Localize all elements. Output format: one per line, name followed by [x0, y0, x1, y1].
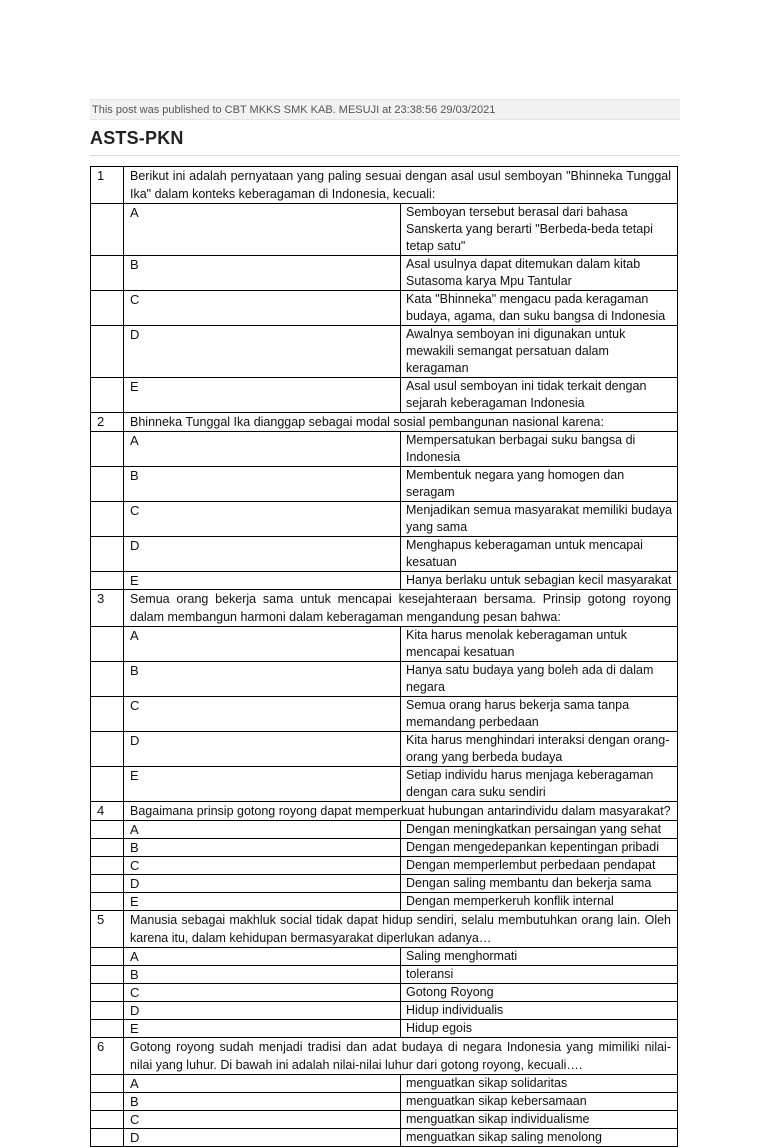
option-letter: D: [124, 326, 401, 378]
option-letter: C: [124, 1111, 401, 1129]
option-letter: D: [124, 1129, 401, 1147]
option-spacer-cell: [91, 1075, 124, 1093]
option-text: Menjadikan semua masyarakat memiliki budaya yang sama: [401, 502, 678, 537]
question-table: [90, 166, 678, 1147]
option-row: [91, 256, 678, 291]
option-letter: E: [124, 893, 401, 911]
option-letter: C: [124, 984, 401, 1002]
option-letter: E: [124, 572, 401, 590]
option-row: [91, 875, 678, 893]
option-letter: E: [124, 767, 401, 802]
option-row: [91, 1075, 678, 1093]
option-row: [91, 432, 678, 467]
option-row: [91, 1020, 678, 1038]
option-text: Mempersatukan berbagai suku bangsa di Indonesia: [401, 432, 678, 467]
option-letter: C: [124, 697, 401, 732]
option-letter: A: [124, 821, 401, 839]
option-letter: B: [124, 256, 401, 291]
option-spacer-cell: [91, 1020, 124, 1038]
option-spacer-cell: [91, 1093, 124, 1111]
option-text: Asal usul semboyan ini tidak terkait dengan sejarah keberagaman Indonesia: [401, 378, 678, 413]
question-text: Gotong royong sudah menjadi tradisi dan adat budaya di negara Indonesia yang mimiliki nilai-nilai yang luhur. Di bawah ini adalah nilai-nilai luhur dari gotong royong, kecuali….: [124, 1038, 678, 1075]
option-letter: A: [124, 1075, 401, 1093]
question-text: Semua orang bekerja sama untuk mencapai kesejahteraan bersama. Prinsip gotong royong dalam membangun harmoni dalam keberagaman mengandung pesan bahwa:: [124, 590, 678, 627]
question-number: 4: [91, 802, 124, 821]
question-row: [91, 167, 678, 204]
option-text: Saling menghormati: [401, 948, 678, 966]
question-number: 5: [91, 911, 124, 948]
option-letter: D: [124, 1002, 401, 1020]
option-text: Membentuk negara yang homogen dan seragam: [401, 467, 678, 502]
option-letter: B: [124, 662, 401, 697]
option-row: [91, 1129, 678, 1147]
option-row: [91, 572, 678, 590]
option-row: [91, 1093, 678, 1111]
option-letter: B: [124, 966, 401, 984]
option-letter: B: [124, 839, 401, 857]
option-text: Kita harus menolak keberagaman untuk mencapai kesatuan: [401, 627, 678, 662]
published-notice: This post was published to CBT MKKS SMK KAB. MESUJI at 23:38:56 29/03/2021: [90, 99, 680, 120]
option-letter: A: [124, 432, 401, 467]
option-letter: C: [124, 502, 401, 537]
option-row: [91, 204, 678, 256]
option-text: menguatkan sikap individualisme: [401, 1111, 678, 1129]
question-text: Berikut ini adalah pernyataan yang paling sesuai dengan asal usul semboyan "Bhinneka Tunggal Ika" dalam konteks keberagaman di Indonesia, kecuali:: [124, 167, 678, 204]
option-row: [91, 378, 678, 413]
option-letter: B: [124, 467, 401, 502]
option-letter: A: [124, 627, 401, 662]
option-text: Menghapus keberagaman untuk mencapai kesatuan: [401, 537, 678, 572]
option-text: Dengan meningkatkan persaingan yang sehat: [401, 821, 678, 839]
option-spacer-cell: [91, 662, 124, 697]
option-spacer-cell: [91, 256, 124, 291]
option-spacer-cell: [91, 875, 124, 893]
option-text: Kita harus menghindari interaksi dengan orang-orang yang berbeda budaya: [401, 732, 678, 767]
option-text: Dengan memperlembut perbedaan pendapat: [401, 857, 678, 875]
option-text: Hidup egois: [401, 1020, 678, 1038]
question-number: 3: [91, 590, 124, 627]
option-spacer-cell: [91, 839, 124, 857]
option-spacer-cell: [91, 291, 124, 326]
option-spacer-cell: [91, 467, 124, 502]
option-spacer-cell: [91, 966, 124, 984]
option-text: Semua orang harus bekerja sama tanpa memandang perbedaan: [401, 697, 678, 732]
option-row: [91, 502, 678, 537]
option-row: [91, 662, 678, 697]
option-spacer-cell: [91, 893, 124, 911]
question-text: Bagaimana prinsip gotong royong dapat memperkuat hubungan antarindividu dalam masyarakat?: [124, 802, 678, 821]
option-row: [91, 291, 678, 326]
option-text: menguatkan sikap solidaritas: [401, 1075, 678, 1093]
option-spacer-cell: [91, 984, 124, 1002]
option-letter: D: [124, 537, 401, 572]
option-row: [91, 984, 678, 1002]
option-letter: A: [124, 948, 401, 966]
option-text: menguatkan sikap kebersamaan: [401, 1093, 678, 1111]
option-text: Awalnya semboyan ini digunakan untuk mewakili semangat persatuan dalam keragaman: [401, 326, 678, 378]
option-letter: C: [124, 291, 401, 326]
option-spacer-cell: [91, 204, 124, 256]
option-spacer-cell: [91, 1129, 124, 1147]
option-letter: B: [124, 1093, 401, 1111]
option-row: [91, 966, 678, 984]
option-row: [91, 732, 678, 767]
option-letter: C: [124, 857, 401, 875]
option-text: Dengan memperkeruh konflik internal: [401, 893, 678, 911]
option-row: [91, 627, 678, 662]
option-spacer-cell: [91, 948, 124, 966]
option-spacer-cell: [91, 1111, 124, 1129]
option-spacer-cell: [91, 857, 124, 875]
option-spacer-cell: [91, 732, 124, 767]
question-number: 2: [91, 413, 124, 432]
option-text: Hanya satu budaya yang boleh ada di dalam negara: [401, 662, 678, 697]
option-spacer-cell: [91, 326, 124, 378]
question-row: [91, 590, 678, 627]
option-row: [91, 767, 678, 802]
question-row: [91, 413, 678, 432]
page-title: ASTS-PKN: [90, 128, 184, 148]
option-spacer-cell: [91, 697, 124, 732]
option-row: [91, 326, 678, 378]
question-number: 1: [91, 167, 124, 204]
question-number: 6: [91, 1038, 124, 1075]
option-letter: D: [124, 875, 401, 893]
option-spacer-cell: [91, 821, 124, 839]
option-text: Hidup individualis: [401, 1002, 678, 1020]
option-row: [91, 537, 678, 572]
option-spacer-cell: [91, 1002, 124, 1020]
option-spacer-cell: [91, 767, 124, 802]
option-row: [91, 821, 678, 839]
option-spacer-cell: [91, 378, 124, 413]
option-row: [91, 948, 678, 966]
option-row: [91, 839, 678, 857]
option-row: [91, 697, 678, 732]
option-text: toleransi: [401, 966, 678, 984]
question-text: Manusia sebagai makhluk social tidak dapat hidup sendiri, selalu membutuhkan orang lain. Oleh karena itu, dalam kehidupan bermasyarakat diperlukan adanya…: [124, 911, 678, 948]
option-row: [91, 857, 678, 875]
option-text: Kata "Bhinneka" mengacu pada keragaman budaya, agama, dan suku bangsa di Indonesia: [401, 291, 678, 326]
question-row: [91, 802, 678, 821]
option-text: Dengan saling membantu dan bekerja sama: [401, 875, 678, 893]
option-text: Gotong Royong: [401, 984, 678, 1002]
option-text: Dengan mengedepankan kepentingan pribadi: [401, 839, 678, 857]
option-letter: D: [124, 732, 401, 767]
option-spacer-cell: [91, 627, 124, 662]
option-row: [91, 467, 678, 502]
option-text: Hanya berlaku untuk sebagian kecil masyarakat: [401, 572, 678, 590]
option-text: menguatkan sikap saling menolong: [401, 1129, 678, 1147]
option-letter: A: [124, 204, 401, 256]
option-spacer-cell: [91, 502, 124, 537]
title-divider: [90, 155, 680, 156]
option-letter: E: [124, 378, 401, 413]
question-text: Bhinneka Tunggal Ika dianggap sebagai modal sosial pembangunan nasional karena:: [124, 413, 678, 432]
option-letter: E: [124, 1020, 401, 1038]
option-row: [91, 1111, 678, 1129]
option-row: [91, 893, 678, 911]
option-spacer-cell: [91, 572, 124, 590]
option-text: Setiap individu harus menjaga keberagaman dengan cara suku sendiri: [401, 767, 678, 802]
question-row: [91, 911, 678, 948]
option-text: Semboyan tersebut berasal dari bahasa Sanskerta yang berarti "Berbeda-beda tetapi tetap satu": [401, 204, 678, 256]
question-row: [91, 1038, 678, 1075]
option-row: [91, 1002, 678, 1020]
option-spacer-cell: [91, 537, 124, 572]
option-spacer-cell: [91, 432, 124, 467]
option-text: Asal usulnya dapat ditemukan dalam kitab Sutasoma karya Mpu Tantular: [401, 256, 678, 291]
